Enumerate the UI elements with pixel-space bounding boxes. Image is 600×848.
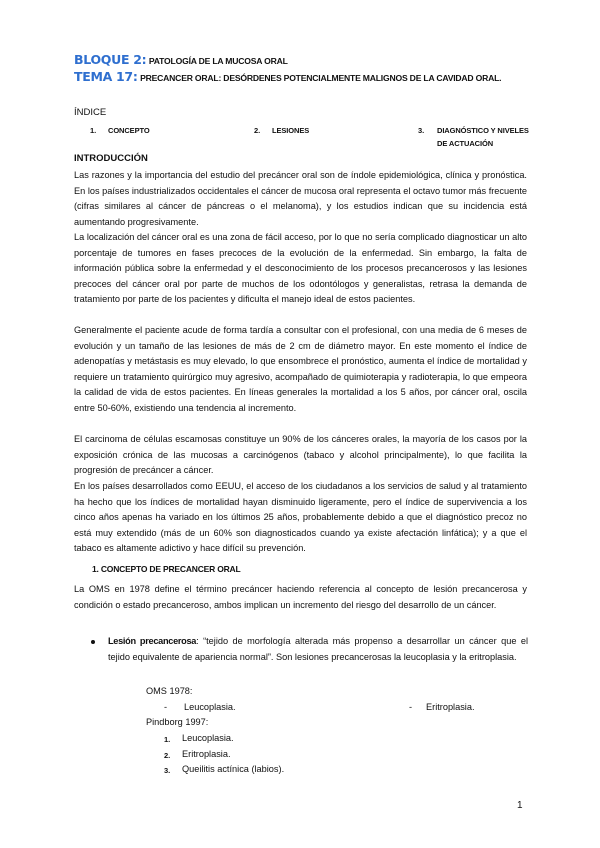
oms-item-eritroplasia: Eritroplasia. [426,702,475,712]
dash-icon: - [409,702,413,712]
tema-title: PRECANCER ORAL: DESÓRDENES POTENCIALMENTE MALIGNOS DE LA CAVIDAD ORAL. [140,73,502,83]
pindborg-item-2-number: 2. [164,751,171,760]
index-item-3-number: 3. [418,126,425,135]
pindborg-item-1: Leucoplasia. [182,733,234,743]
lesion-precancerosa-term: Lesión precancerosa [108,636,197,646]
oms-label: OMS 1978: [146,686,193,696]
intro-heading: INTRODUCCIÓN [74,153,148,164]
intro-paragraph-1: Las razones y la importancia del estudio del precáncer oral son de índole epidemiológica, clínica y pronóstica. En los países industrializados occidentales el cáncer de mucosa oral representa el octavo tumor más frecuente (cifras similares al cáncer de páncreas o el melanoma), y los estudios indican que su incidencia está aumentando progresivamente. [74,170,527,227]
bloque-header [74,52,288,67]
pindborg-label: Pindborg 1997: [146,717,209,727]
tema-label: TEMA 17: [74,69,138,84]
index-title: ÍNDICE [74,107,107,118]
intro-paragraph-5: En los países desarrollados como EEUU, el acceso de los ciudadanos a los servicios de salud y al tratamiento ha hecho que los índices de mortalidad hayan disminuido ligeramente, pero el índice de supervivencia a los cinco años apenas ha variado en los últimos 25 años, probablemente debido a que el diagnóstico precoz no está muy extendido (más de un 60% son diagnosticados cuando ya existe afectación linfática); y a que el tabaco es altamente adictivo y hace difícil su prevención. [74,481,527,554]
pindborg-item-1-number: 1. [164,735,171,744]
lesion-precancerosa-definition [108,634,528,665]
index-item-3-label-line2: DE ACTUACIÓN [437,139,494,148]
lesion-precancerosa-text: : “tejido de morfología alterada más propenso a desarrollar un cáncer que el tejido equivalente de apariencia normal”. Son lesiones precancerosas la leucoplasia y la eritroplasia. [108,636,528,662]
bullet-dot-icon [91,640,95,644]
bloque-title: PATOLOGÍA DE LA MUCOSA ORAL [148,56,288,66]
bloque-label: BLOQUE 2: [74,52,147,67]
pindborg-item-3-number: 3. [164,766,171,775]
index-item-1-number: 1. [90,126,97,135]
index-item-1-label: CONCEPTO [108,126,150,135]
pindborg-item-3: Queilitis actínica (labios). [182,764,285,774]
intro-paragraph-2: La localización del cáncer oral es una zona de fácil acceso, por lo que no sería complicado diagnosticar un alto porcentaje de tumores en fases precoces de la evolución de la enfermedad. Sin embargo, la falta de información pública sobre la enfermedad y el desconocimiento de los procesos precancerosos y las lesiones precoces del cáncer oral por parte de muchos de los odontólogos y generalistas, retrasa la demanda de tratamiento por parte de los pacientes y dificulta el manejo ideal de estos pacientes. [74,232,527,305]
pindborg-item-2: Eritroplasia. [182,749,231,759]
index-item-2-label: LESIONES [272,126,310,135]
section-1-heading: 1. CONCEPTO DE PRECANCER ORAL [92,564,241,574]
index-item-3-label-line1: DIAGNÓSTICO Y NIVELES [437,126,529,135]
index-item-2-number: 2. [254,126,261,135]
intro-paragraph-3: Generalmente el paciente acude de forma tardía a consultar con el profesional, con una media de 6 meses de evolución y un tamaño de las lesiones de más de 2 cm de diámetro mayor. En este momento el índice de adenopatías y metástasis es muy elevado, lo que ensombrece el pronóstico, aumenta el índice de mortalidad y requiere un tratamiento quirúrgico muy agresivo, acompañado de quimioterapia y radioterapia, lo que empeora la calidad de vida de estos pacientes. En líneas generales la mortalidad a los 5 años, por cáncer oral, oscila entre 50-60%, existiendo una tendencia al incremento. [74,325,527,413]
intro-paragraph-4: El carcinoma de células escamosas constituye un 90% de los cánceres orales, la mayoría de los casos por la exposición crónica de las mucosas a carcinógenos (tabaco y alcohol principalmente), lo que facilita la progresión de precáncer a cáncer. [74,434,527,476]
section-1-paragraph: La OMS en 1978 define el término precáncer haciendo referencia al concepto de lesión precancerosa y condición o estado precanceroso, ambos implican un incremento del riesgo del desarrollo de un cáncer. [74,584,527,610]
oms-item-leucoplasia: Leucoplasia. [184,702,236,712]
dash-icon: - [164,702,168,712]
page-number: 1 [517,800,523,811]
tema-header [74,69,501,84]
